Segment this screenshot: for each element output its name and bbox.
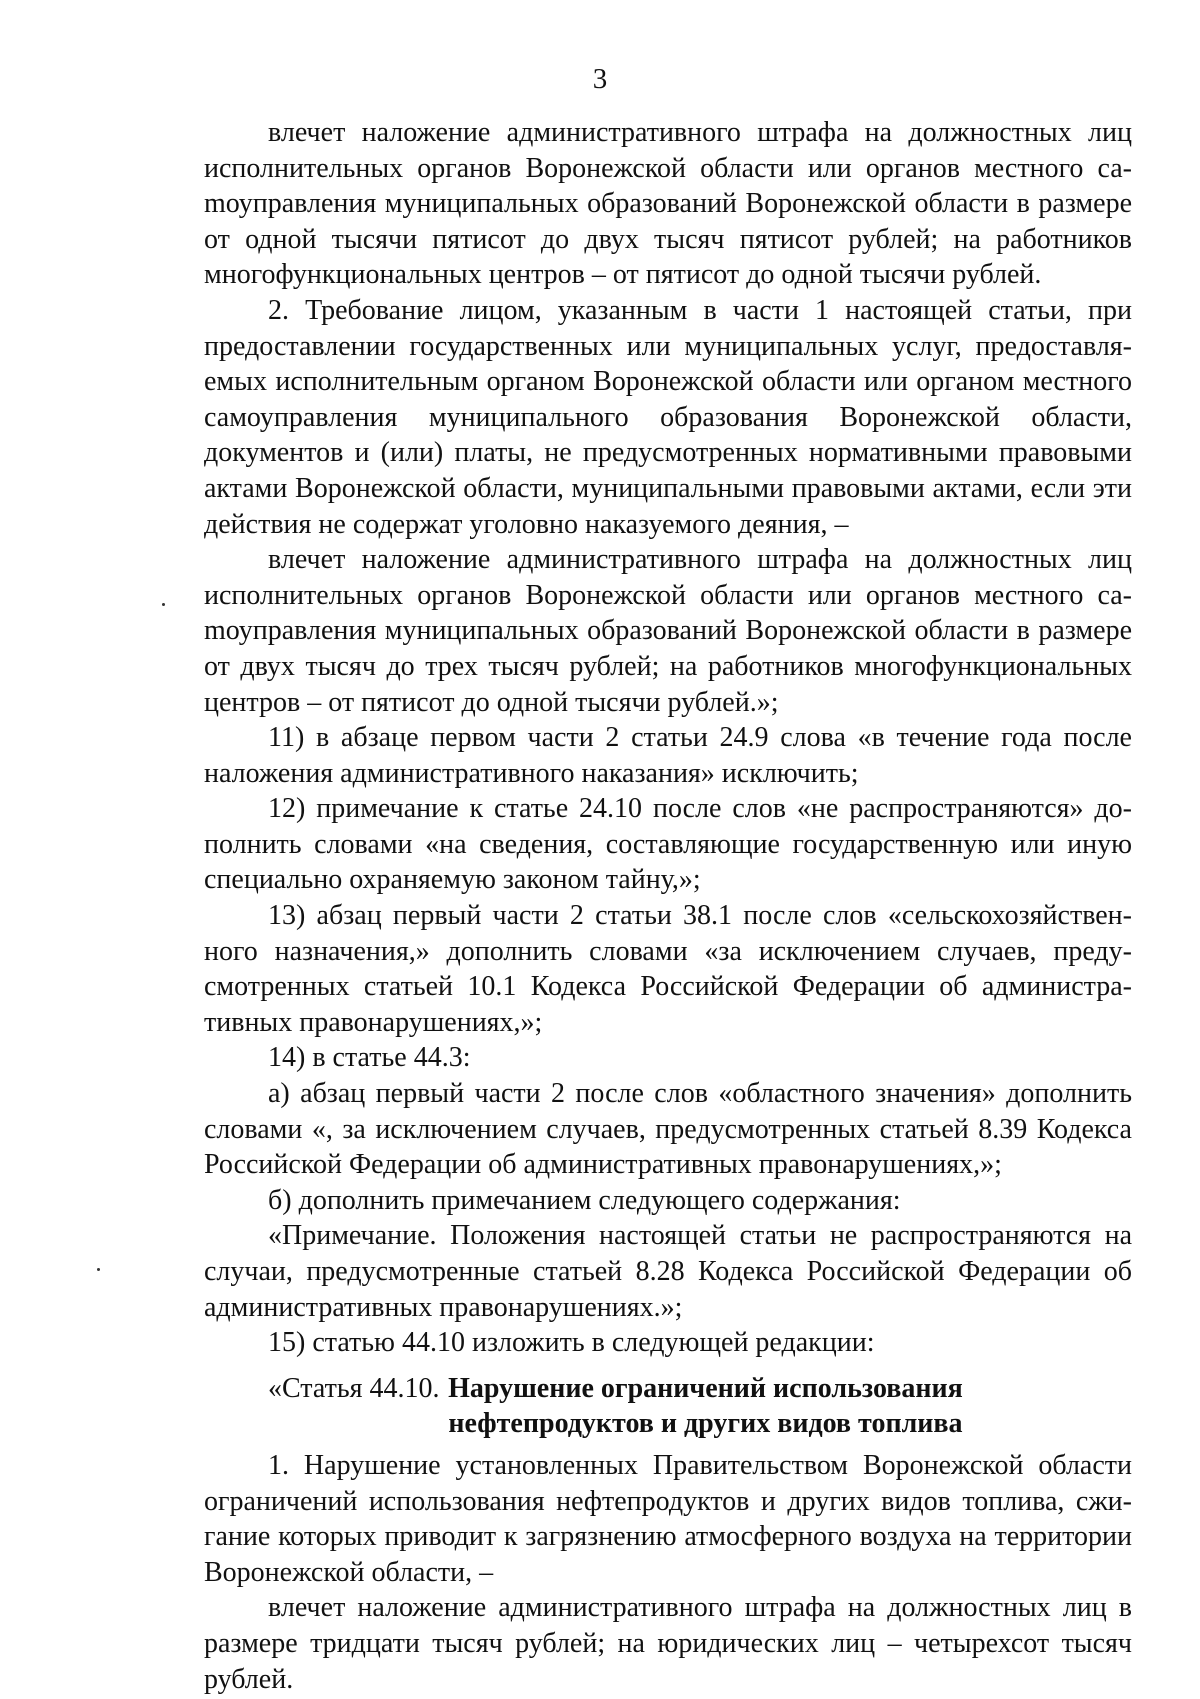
paragraph: 13) абзац первый части 2 статьи 38.1 после слов «сельскохозяйственного назначения,» дополнить словами «за исключением случаев, предусмотренных статьей 10.1 Кодекса Российской Федерации об административных правонарушениях,»; (204, 900, 1132, 1038)
scan-speck (97, 1268, 100, 1271)
scan-speck (162, 603, 165, 606)
paragraph: 11) в абзаце первом части 2 статьи 24.9 слова «в течение года после наложения административного наказания» исключить; (204, 722, 1132, 789)
paragraph: б) дополнить примечанием следующего содержания: (268, 1184, 901, 1216)
paragraph: «Примечание. Положения настоящей статьи не распространяются на случаи, предусмотренные статьей 8.28 Кодекса Российской Федерации об административных правонарушениях.»; (204, 1220, 1132, 1323)
document-body (204, 115, 1132, 1697)
article-heading (204, 1371, 1132, 1442)
paragraph: 12) примечание к статье 24.10 после слов «не распространяются» дополнить словами «на сведения, составляющие государственную или иную специально охраняемую законом тайну,»; (204, 793, 1132, 896)
article-paragraph: 1. Нарушение установленных Правительством Воронежской области ограничений использования нефтепродуктов и других видов топлива, сжигание которых приводит к загрязнению атмосферного воздуха на территории Воронежской области, – (204, 1449, 1132, 1588)
paragraph: 2. Требование лицом, указанным в части 1 настоящей статьи, при предоставлении государственных или муниципальных услуг, предоставляемых исполнительным органом Воронежской области или органом местного самоуправления муниципального образования Воронежской области, документов и (или) платы, не предусмотренных нормативными правовыми актами Воронежской области, муниципальными правовыми актами, если эти действия не содержат уголовно наказуемого деяния, – (204, 294, 1132, 540)
page-number: 3 (592, 63, 608, 95)
article-heading-title: Нарушение ограничений использования нефтепродуктов и других видов топлива (448, 1372, 963, 1440)
paragraph: влечет наложение административного штрафа на должностных лиц исполнительных органов Воронежской области или органов местного саmоуправления муниципальных образований Воронежской области в размере от двух тысяч до трех тысяч рублей; на работников многофункциональных центров – от пятисот до одной тысячи рублей.»; (204, 544, 1132, 718)
paragraph: влечет наложение административного штрафа на должностных лиц исполнительных органов Воронежской области или органов местного саmоуправления муниципальных образований Воронежской области в размере от одной тысячи пятисот до двух тысяч пятисот рублей; на работников многофункциональных центров – от пятисот до одной тысячи рублей. (204, 117, 1132, 291)
paragraph: а) абзац первый части 2 после слов «областного значения» дополнить словами «, за исключением случаев, предусмотренных статьей 8.39 Кодекса Российской Федерации об административных правонарушениях,»; (204, 1078, 1132, 1181)
paragraph: 14) в статье 44.3: (268, 1042, 471, 1074)
article-paragraph: влечет наложение административного штрафа на должностных лиц в размере тридцати тысяч рублей; на юридических лиц – четырехсот тысяч рублей. (204, 1592, 1132, 1695)
paragraph: 15) статью 44.10 изложить в следующей редакции: (268, 1327, 875, 1359)
article-heading-prefix: «Статья 44.10. (268, 1372, 440, 1404)
